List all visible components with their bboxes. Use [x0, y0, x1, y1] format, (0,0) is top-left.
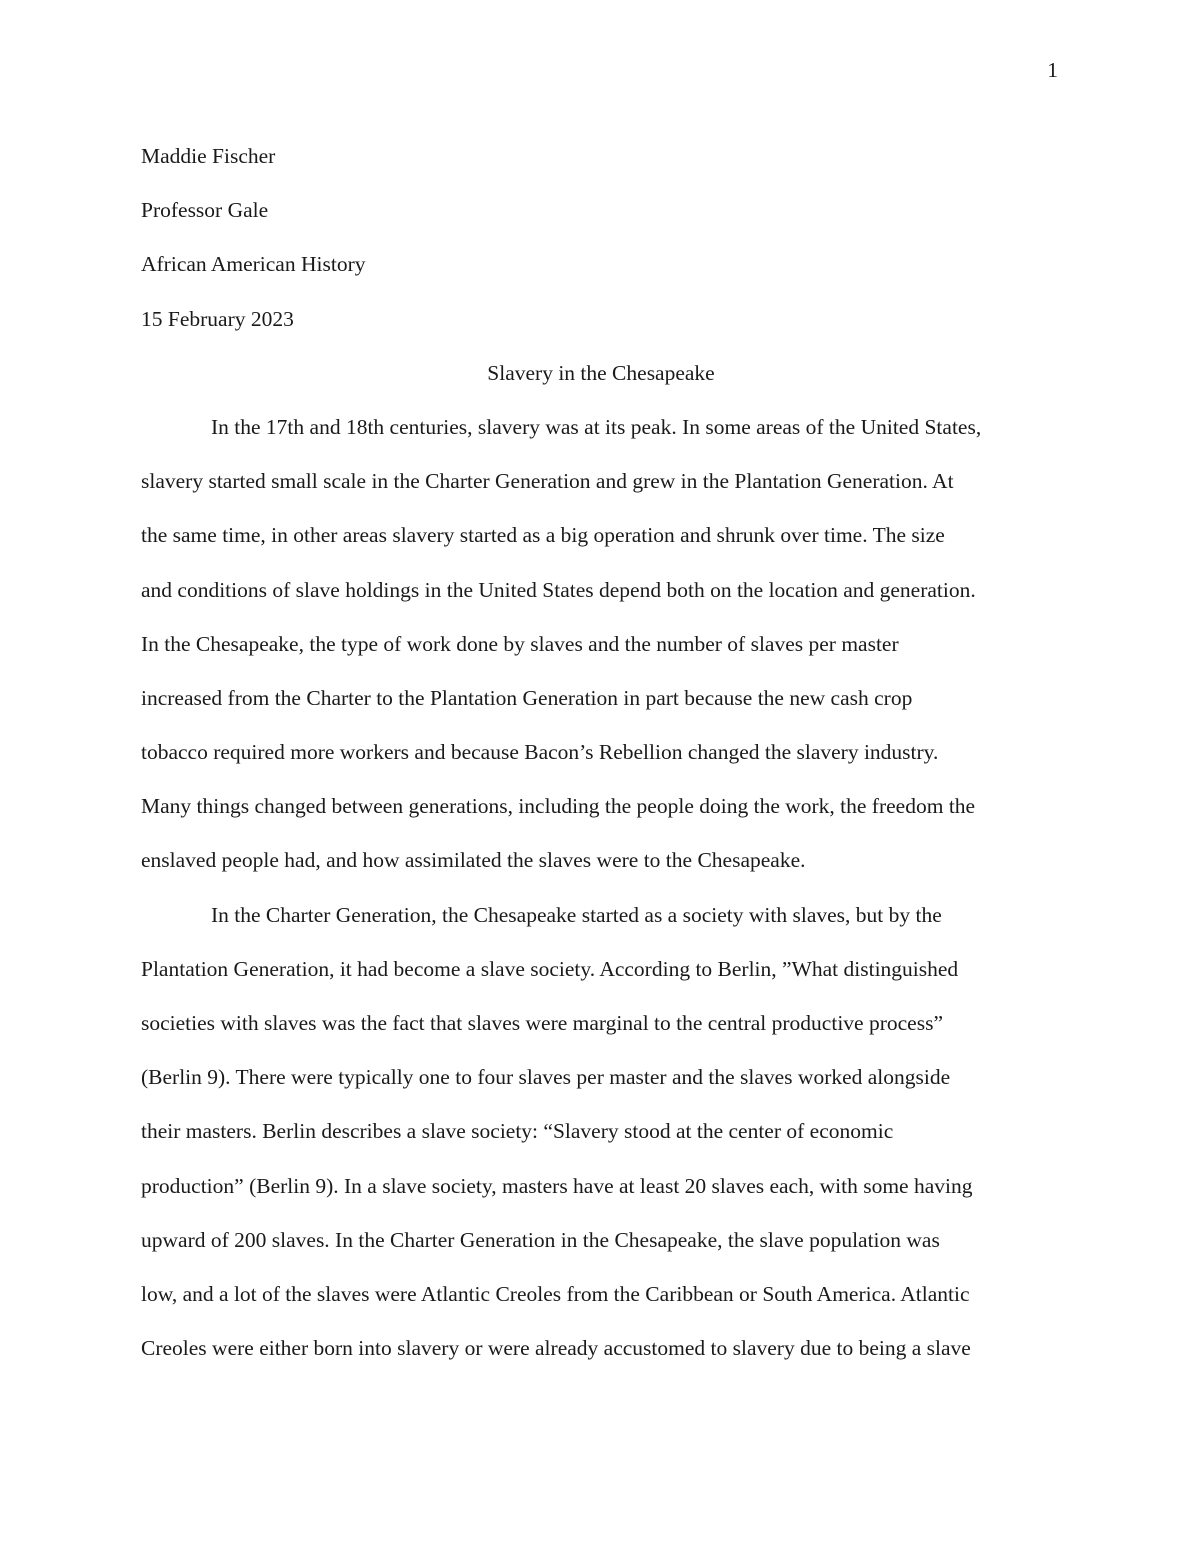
body-line: Many things changed between generations, including the people doing the work, the freedom the — [141, 794, 976, 819]
body-line: and conditions of slave holdings in the United States depend both on the location and generation. — [141, 577, 976, 602]
body-line: tobacco required more workers and because Bacon’s Rebellion changed the slavery industry. — [141, 740, 939, 765]
body-line: low, and a lot of the slaves were Atlantic Creoles from the Caribbean or South America. Atlantic — [141, 1281, 970, 1306]
body-line: In the 17th and 18th centuries, slavery was at its peak. In some areas of the United States, — [211, 414, 982, 439]
body-line: Creoles were either born into slavery or were already accustomed to slavery due to being a slave — [141, 1336, 971, 1361]
paper-title: Slavery in the Chesapeake — [487, 360, 715, 385]
paper-date: 15 February 2023 — [141, 306, 294, 331]
body-line: the same time, in other areas slavery started as a big operation and shrunk over time. The size — [141, 523, 945, 548]
body-line: their masters. Berlin describes a slave society: “Slavery stood at the center of economic — [141, 1119, 894, 1144]
body-line: enslaved people had, and how assimilated the slaves were to the Chesapeake. — [141, 848, 806, 873]
body-line: production” (Berlin 9). In a slave society, masters have at least 20 slaves each, with some having — [141, 1173, 973, 1198]
professor-name: Professor Gale — [141, 198, 269, 223]
page-number: 1 — [1047, 58, 1058, 82]
body-line: (Berlin 9). There were typically one to four slaves per master and the slaves worked alongside — [141, 1065, 951, 1090]
course-name: African American History — [141, 252, 366, 277]
body-line: Plantation Generation, it had become a slave society. According to Berlin, ”What distinguished — [141, 956, 959, 981]
body-line: In the Chesapeake, the type of work done by slaves and the number of slaves per master — [141, 631, 899, 656]
student-name: Maddie Fischer — [141, 144, 276, 168]
body-line: societies with slaves was the fact that slaves were marginal to the central productive process” — [141, 1011, 943, 1035]
body-line: upward of 200 slaves. In the Charter Generation in the Chesapeake, the slave population was — [141, 1227, 940, 1252]
body-line: slavery started small scale in the Charter Generation and grew in the Plantation Generation. At — [141, 469, 954, 494]
body-line: increased from the Charter to the Plantation Generation in part because the new cash crop — [141, 685, 913, 710]
body-line: In the Charter Generation, the Chesapeake started as a society with slaves, but by the — [211, 902, 942, 927]
document-body — [141, 142, 1061, 1388]
